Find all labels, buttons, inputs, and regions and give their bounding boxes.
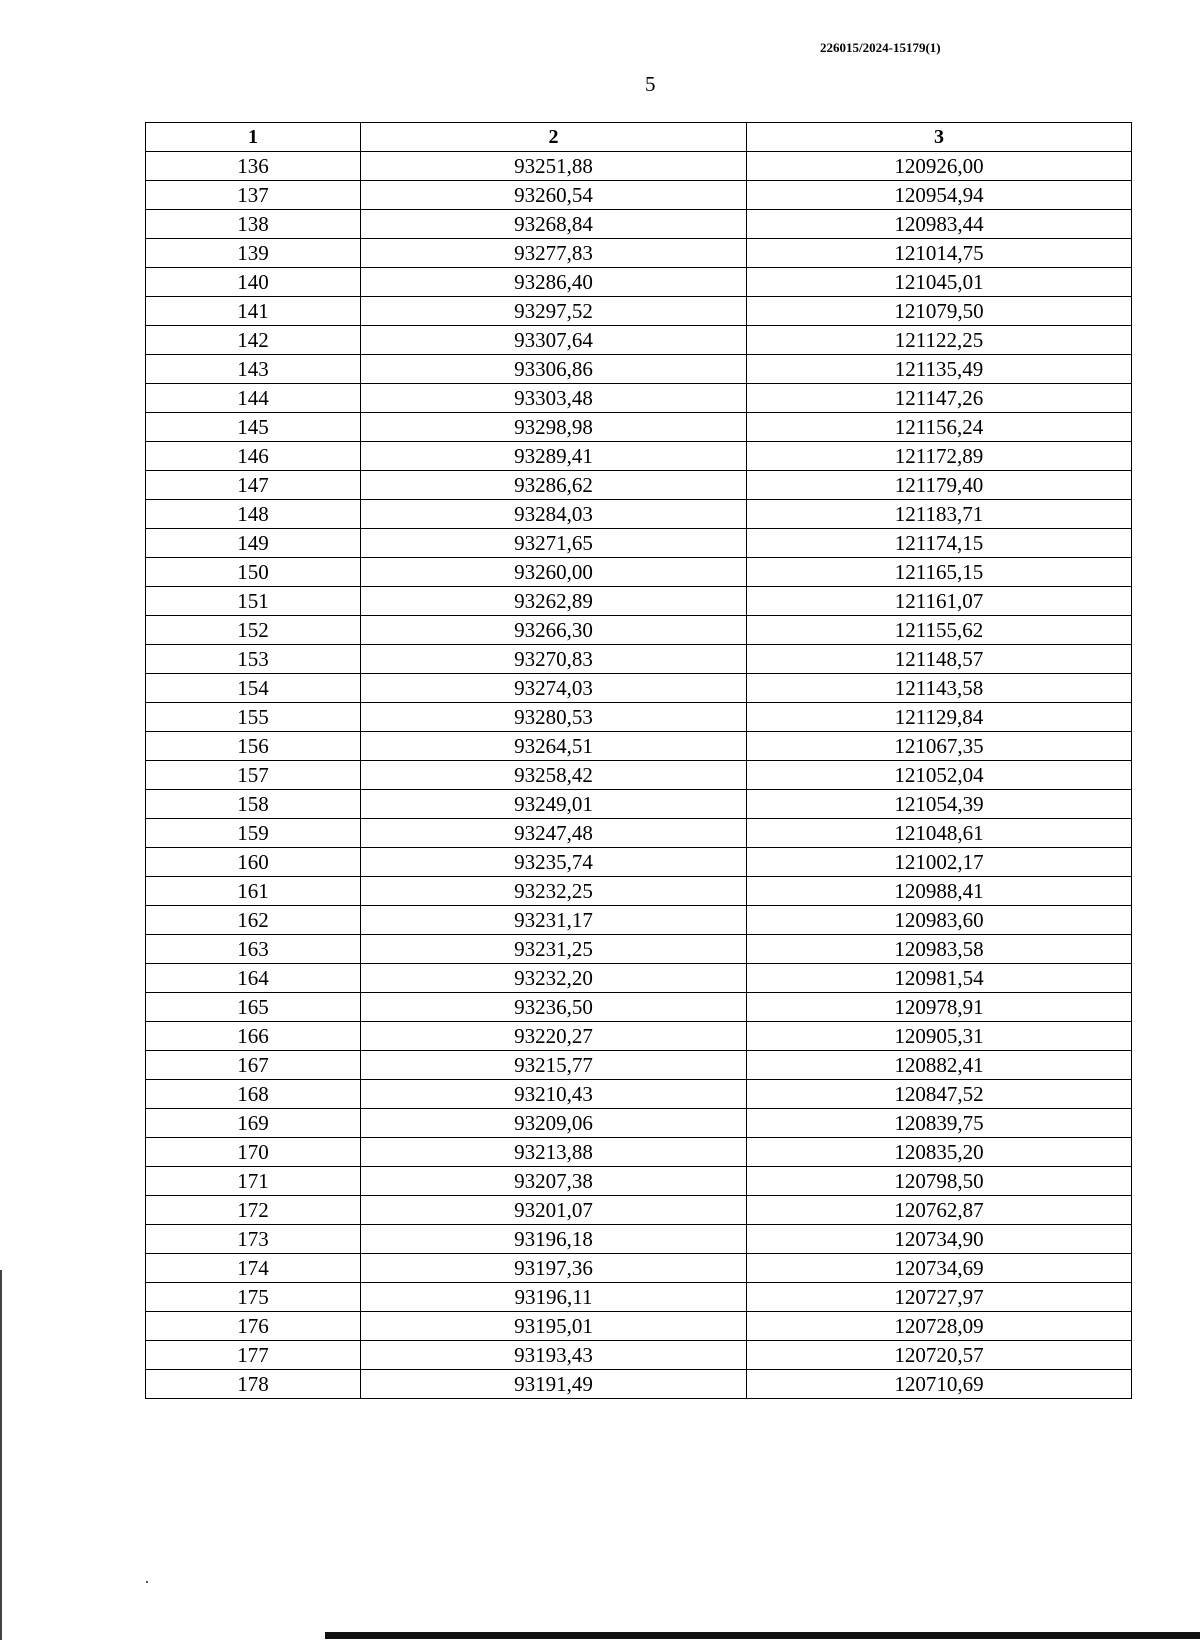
- table-row: [146, 790, 1132, 819]
- coordinate-y-cell: 120798,50: [747, 1167, 1132, 1196]
- coordinate-y-cell: 120983,58: [747, 935, 1132, 964]
- coordinate-x-cell: 93277,83: [361, 239, 747, 268]
- coordinate-x-cell: 93215,77: [361, 1051, 747, 1080]
- scan-left-edge: [0, 1270, 2, 1640]
- point-number-cell: 178: [146, 1370, 361, 1399]
- table-row: [146, 587, 1132, 616]
- coordinate-y-cell: 120905,31: [747, 1022, 1132, 1051]
- point-number-cell: 148: [146, 500, 361, 529]
- table-row: [146, 210, 1132, 239]
- table-body: [146, 152, 1132, 1399]
- table-row: [146, 674, 1132, 703]
- coordinate-x-cell: 93201,07: [361, 1196, 747, 1225]
- coordinate-y-cell: 120978,91: [747, 993, 1132, 1022]
- coordinate-x-cell: 93196,18: [361, 1225, 747, 1254]
- coordinate-x-cell: 93306,86: [361, 355, 747, 384]
- coordinate-y-cell: 120734,69: [747, 1254, 1132, 1283]
- point-number-cell: 168: [146, 1080, 361, 1109]
- point-number-cell: 167: [146, 1051, 361, 1080]
- point-number-cell: 171: [146, 1167, 361, 1196]
- point-number-cell: 140: [146, 268, 361, 297]
- table-row: [146, 1051, 1132, 1080]
- coordinate-x-cell: 93307,64: [361, 326, 747, 355]
- coordinate-y-cell: 121172,89: [747, 442, 1132, 471]
- coordinate-y-cell: 120727,97: [747, 1283, 1132, 1312]
- point-number-cell: 144: [146, 384, 361, 413]
- table-row: [146, 239, 1132, 268]
- point-number-cell: 170: [146, 1138, 361, 1167]
- table-row: [146, 964, 1132, 993]
- coordinate-y-cell: 121079,50: [747, 297, 1132, 326]
- point-number-cell: 163: [146, 935, 361, 964]
- coordinate-y-cell: 120981,54: [747, 964, 1132, 993]
- coordinate-y-cell: 121147,26: [747, 384, 1132, 413]
- point-number-cell: 143: [146, 355, 361, 384]
- coordinate-x-cell: 93270,83: [361, 645, 747, 674]
- point-number-cell: 146: [146, 442, 361, 471]
- coordinate-x-cell: 93298,98: [361, 413, 747, 442]
- table-row: [146, 297, 1132, 326]
- coordinate-y-cell: 121045,01: [747, 268, 1132, 297]
- point-number-cell: 172: [146, 1196, 361, 1225]
- coordinate-x-cell: 93191,49: [361, 1370, 747, 1399]
- column-header-3: 3: [747, 123, 1132, 152]
- coordinate-y-cell: 120710,69: [747, 1370, 1132, 1399]
- coordinate-x-cell: 93286,62: [361, 471, 747, 500]
- table-row: [146, 761, 1132, 790]
- coordinate-y-cell: 120720,57: [747, 1341, 1132, 1370]
- point-number-cell: 165: [146, 993, 361, 1022]
- coordinate-y-cell: 121067,35: [747, 732, 1132, 761]
- coordinate-x-cell: 93303,48: [361, 384, 747, 413]
- table-row: [146, 616, 1132, 645]
- coordinate-y-cell: 120926,00: [747, 152, 1132, 181]
- point-number-cell: 157: [146, 761, 361, 790]
- coordinate-x-cell: 93209,06: [361, 1109, 747, 1138]
- coordinate-y-cell: 121129,84: [747, 703, 1132, 732]
- column-header-2: 2: [361, 123, 747, 152]
- point-number-cell: 175: [146, 1283, 361, 1312]
- coordinate-x-cell: 93286,40: [361, 268, 747, 297]
- point-number-cell: 162: [146, 906, 361, 935]
- point-number-cell: 150: [146, 558, 361, 587]
- coordinate-x-cell: 93231,17: [361, 906, 747, 935]
- table-row: [146, 1022, 1132, 1051]
- point-number-cell: 151: [146, 587, 361, 616]
- point-number-cell: 177: [146, 1341, 361, 1370]
- point-number-cell: 176: [146, 1312, 361, 1341]
- coordinate-x-cell: 93274,03: [361, 674, 747, 703]
- table-row: [146, 703, 1132, 732]
- table-row: [146, 1138, 1132, 1167]
- table-row: [146, 1080, 1132, 1109]
- coordinate-x-cell: 93297,52: [361, 297, 747, 326]
- coordinate-y-cell: 121165,15: [747, 558, 1132, 587]
- coordinate-y-cell: 121156,24: [747, 413, 1132, 442]
- table-row: [146, 500, 1132, 529]
- coordinate-y-cell: 120983,44: [747, 210, 1132, 239]
- coordinate-x-cell: 93213,88: [361, 1138, 747, 1167]
- coordinate-x-cell: 93262,89: [361, 587, 747, 616]
- point-number-cell: 138: [146, 210, 361, 239]
- point-number-cell: 173: [146, 1225, 361, 1254]
- table-row: [146, 355, 1132, 384]
- point-number-cell: 161: [146, 877, 361, 906]
- column-header-1: 1: [146, 123, 361, 152]
- table-row: [146, 1341, 1132, 1370]
- table-row: [146, 1196, 1132, 1225]
- coordinate-y-cell: 120728,09: [747, 1312, 1132, 1341]
- table-row: [146, 906, 1132, 935]
- coordinate-x-cell: 93289,41: [361, 442, 747, 471]
- point-number-cell: 155: [146, 703, 361, 732]
- point-number-cell: 153: [146, 645, 361, 674]
- coordinate-x-cell: 93210,43: [361, 1080, 747, 1109]
- table-row: [146, 152, 1132, 181]
- coordinate-x-cell: 93236,50: [361, 993, 747, 1022]
- table-row: [146, 848, 1132, 877]
- coordinate-y-cell: 120734,90: [747, 1225, 1132, 1254]
- table-row: [146, 1312, 1132, 1341]
- point-number-cell: 169: [146, 1109, 361, 1138]
- coordinate-y-cell: 121054,39: [747, 790, 1132, 819]
- coordinate-x-cell: 93260,00: [361, 558, 747, 587]
- table-row: [146, 1225, 1132, 1254]
- coordinate-y-cell: 121122,25: [747, 326, 1132, 355]
- table-row: [146, 1109, 1132, 1138]
- point-number-cell: 145: [146, 413, 361, 442]
- coordinate-y-cell: 121155,62: [747, 616, 1132, 645]
- coordinate-y-cell: 121052,04: [747, 761, 1132, 790]
- point-number-cell: 164: [146, 964, 361, 993]
- table-row: [146, 1254, 1132, 1283]
- coordinate-x-cell: 93251,88: [361, 152, 747, 181]
- table-row: [146, 384, 1132, 413]
- scan-bottom-edge: [325, 1632, 1200, 1639]
- coordinate-x-cell: 93264,51: [361, 732, 747, 761]
- coordinate-y-cell: 121179,40: [747, 471, 1132, 500]
- point-number-cell: 149: [146, 529, 361, 558]
- table-row: [146, 442, 1132, 471]
- table-row: [146, 471, 1132, 500]
- coordinate-y-cell: 121048,61: [747, 819, 1132, 848]
- table-header-row: [146, 123, 1132, 152]
- coordinate-y-cell: 120988,41: [747, 877, 1132, 906]
- point-number-cell: 166: [146, 1022, 361, 1051]
- table-row: [146, 558, 1132, 587]
- coordinate-y-cell: 121183,71: [747, 500, 1132, 529]
- coordinate-y-cell: 121002,17: [747, 848, 1132, 877]
- point-number-cell: 152: [146, 616, 361, 645]
- point-number-cell: 136: [146, 152, 361, 181]
- coordinate-y-cell: 121148,57: [747, 645, 1132, 674]
- coordinates-table: [145, 122, 1132, 1399]
- table-row: [146, 1283, 1132, 1312]
- table-row: [146, 877, 1132, 906]
- table-row: [146, 935, 1132, 964]
- coordinate-x-cell: 93258,42: [361, 761, 747, 790]
- coordinate-y-cell: 120839,75: [747, 1109, 1132, 1138]
- table-row: [146, 819, 1132, 848]
- coordinate-y-cell: 120882,41: [747, 1051, 1132, 1080]
- point-number-cell: 154: [146, 674, 361, 703]
- coordinate-x-cell: 93232,20: [361, 964, 747, 993]
- table-row: [146, 1167, 1132, 1196]
- coordinate-x-cell: 93266,30: [361, 616, 747, 645]
- point-number-cell: 158: [146, 790, 361, 819]
- table-row: [146, 268, 1132, 297]
- table-row: [146, 529, 1132, 558]
- coordinate-y-cell: 120847,52: [747, 1080, 1132, 1109]
- coordinate-x-cell: 93271,65: [361, 529, 747, 558]
- coordinate-y-cell: 121135,49: [747, 355, 1132, 384]
- table-row: [146, 181, 1132, 210]
- coordinate-y-cell: 121014,75: [747, 239, 1132, 268]
- coordinate-x-cell: 93197,36: [361, 1254, 747, 1283]
- table-row: [146, 645, 1132, 674]
- table-row: [146, 732, 1132, 761]
- table-row: [146, 326, 1132, 355]
- point-number-cell: 141: [146, 297, 361, 326]
- point-number-cell: 174: [146, 1254, 361, 1283]
- coordinate-x-cell: 93268,84: [361, 210, 747, 239]
- coordinate-x-cell: 93232,25: [361, 877, 747, 906]
- coordinate-y-cell: 121143,58: [747, 674, 1132, 703]
- table-row: [146, 993, 1132, 1022]
- point-number-cell: 156: [146, 732, 361, 761]
- point-number-cell: 142: [146, 326, 361, 355]
- table-row: [146, 413, 1132, 442]
- coordinate-x-cell: 93280,53: [361, 703, 747, 732]
- scan-speck: [146, 1581, 148, 1583]
- coordinate-x-cell: 93220,27: [361, 1022, 747, 1051]
- coordinate-x-cell: 93249,01: [361, 790, 747, 819]
- coordinate-y-cell: 121174,15: [747, 529, 1132, 558]
- point-number-cell: 137: [146, 181, 361, 210]
- coordinate-y-cell: 120983,60: [747, 906, 1132, 935]
- coordinate-x-cell: 93207,38: [361, 1167, 747, 1196]
- table-row: [146, 1370, 1132, 1399]
- coordinate-x-cell: 93193,43: [361, 1341, 747, 1370]
- coordinate-x-cell: 93196,11: [361, 1283, 747, 1312]
- coordinate-x-cell: 93260,54: [361, 181, 747, 210]
- coordinate-y-cell: 120762,87: [747, 1196, 1132, 1225]
- coordinate-y-cell: 120954,94: [747, 181, 1132, 210]
- page-number: 5: [645, 72, 656, 96]
- point-number-cell: 139: [146, 239, 361, 268]
- coordinate-x-cell: 93247,48: [361, 819, 747, 848]
- point-number-cell: 147: [146, 471, 361, 500]
- coordinate-x-cell: 93235,74: [361, 848, 747, 877]
- point-number-cell: 160: [146, 848, 361, 877]
- coordinate-x-cell: 93195,01: [361, 1312, 747, 1341]
- coordinate-y-cell: 121161,07: [747, 587, 1132, 616]
- document-reference: 226015/2024-15179(1): [820, 40, 941, 55]
- coordinate-x-cell: 93231,25: [361, 935, 747, 964]
- coordinate-x-cell: 93284,03: [361, 500, 747, 529]
- point-number-cell: 159: [146, 819, 361, 848]
- coordinate-y-cell: 120835,20: [747, 1138, 1132, 1167]
